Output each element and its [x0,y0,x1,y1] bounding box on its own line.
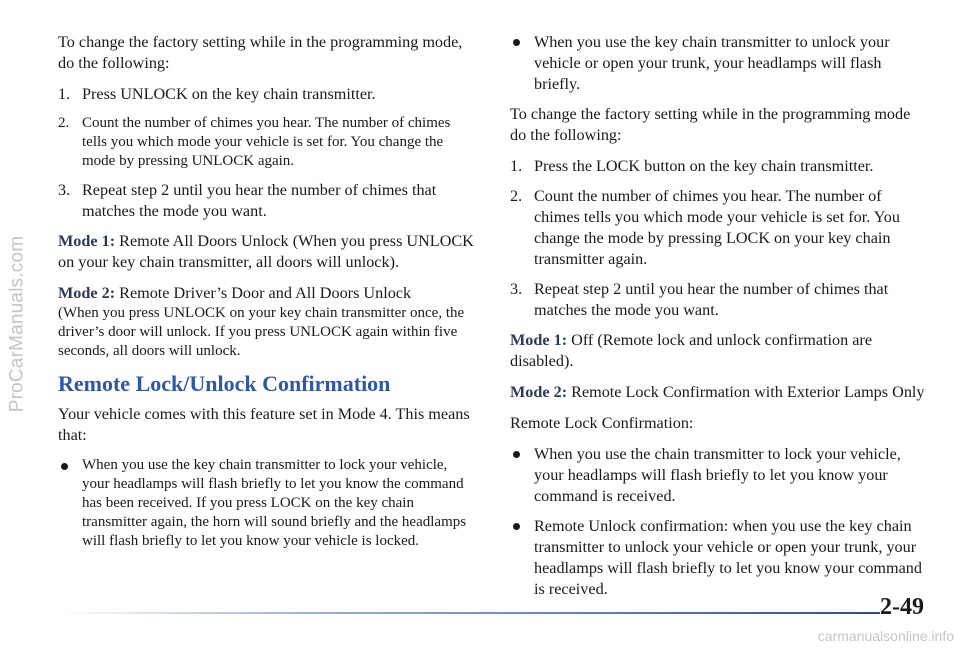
right-sub-label: Remote Lock Confirmation: [510,414,694,432]
step-number: 2. [58,115,70,131]
step-number: 3. [510,280,523,298]
right-bullet [510,32,925,95]
bullet-icon [510,516,534,600]
mode-label: Mode 2: [58,284,116,302]
bullet-text: When you use the key chain transmitter to unlock your vehicle or open your trunk, your headlamps will flash briefly. [534,33,890,93]
right-bullet [510,444,925,507]
mode-label: Mode 2: [510,383,568,401]
bullet-text: Remote Unlock confirmation: when you use the key chain transmitter to unlock your vehicle or open your trunk, your headlamps will flash briefly to let you know your command is received. [534,517,922,598]
bullet-text: When you use the chain transmitter to lock your vehicle, your headlamps will flash briefly to let you know your command is received. [534,445,901,505]
mode-text: Remote All Doors Unlock (When you press UNLOCK on your key chain transmitter, all doors will unlock). [58,232,474,271]
bullet-icon [510,32,534,95]
mode-text: Remote Driver’s Door and All Doors Unlock [119,284,412,302]
watermark-footer: carmanualsonline.info [817,628,954,644]
left-mode-2 [58,283,478,361]
left-step [58,84,478,105]
mode-detail: (When you press UNLOCK on your key chain transmitter once, the driver’s door will unlock. If you press UNLOCK again within five seconds, all doors will unlock. [58,305,465,359]
mode-label: Mode 1: [58,232,116,250]
step-number: 1. [58,85,71,103]
step-number: 3. [58,181,71,199]
mode-text: Remote Lock Confirmation with Exterior Lamps Only [571,383,925,401]
watermark-vertical [2,0,32,648]
right-bullet [510,516,925,600]
right-step [510,186,925,270]
left-column [58,32,478,560]
step-text: Count the number of chimes you hear. The number of chimes tells you which mode your vehicle is set for. You change the mode by pressing LOCK on your key chain transmitter again. [534,187,900,268]
mode-label: Mode 1: [510,331,568,349]
left-step [58,180,478,222]
right-intro: To change the factory setting while in the programming mode do the following: [510,105,911,144]
watermark-vertical-text: ProCarManuals.com [6,235,28,413]
step-number: 1. [510,157,523,175]
left-intro: To change the factory setting while in the programming mode, do the following: [58,33,463,72]
step-text: Repeat step 2 until you hear the number of chimes that matches the mode you want. [534,280,889,319]
right-mode-2 [510,382,925,403]
page-number: 2-49 [880,594,924,620]
step-text: Count the number of chimes you hear. The number of chimes tells you which mode your vehicle is set for. You change the mode by pressing UNLOCK again. [82,115,451,169]
left-mode-1 [58,231,478,273]
right-step [510,279,925,321]
left-step [58,114,478,171]
step-number: 2. [510,187,523,205]
section-heading: Remote Lock/Unlock Confirmation [58,371,391,396]
footer-divider [58,612,880,614]
right-mode-1 [510,330,925,372]
bullet-text: When you use the key chain transmitter to lock your vehicle, your headlamps will flash briefly to let you know the command has been received. If you press LOCK on the key chain transmitter again, the horn will sound briefly and the headlamps will flash briefly to let you know your vehicle is locked. [82,457,467,549]
bullet-icon [510,444,534,507]
step-text: Press UNLOCK on the key chain transmitter. [82,85,376,103]
right-column [510,32,925,609]
right-step [510,156,925,177]
left-bullet [58,456,478,551]
step-text: Press the LOCK button on the key chain transmitter. [534,157,874,175]
section-intro: Your vehicle comes with this feature set in Mode 4. This means that: [58,405,470,444]
step-text: Repeat step 2 until you hear the number of chimes that matches the mode you want. [82,181,437,220]
mode-text: Off (Remote lock and unlock confirmation are disabled). [510,331,873,370]
bullet-icon [58,456,82,551]
